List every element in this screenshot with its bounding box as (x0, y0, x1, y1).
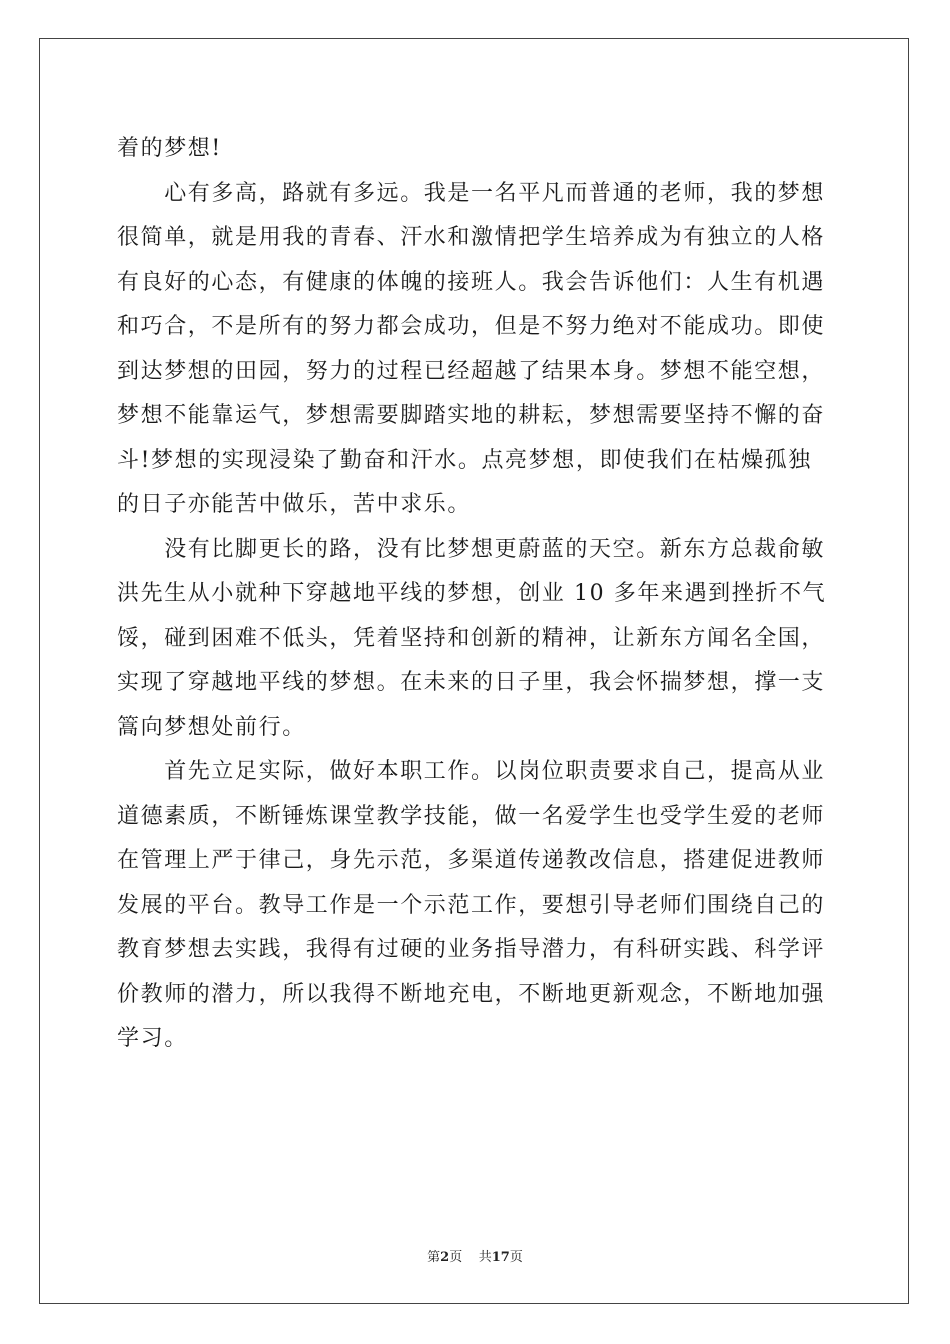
text-line: 没有比脚更长的路，没有比梦想更蔚蓝的天空。新东方总裁俞敏 (117, 536, 826, 562)
text-line: 实现了穿越地平线的梦想。在未来的日子里，我会怀揣梦想，撑一支 (117, 670, 826, 695)
text-line: 价教师的潜力，所以我得不断地充电，不断地更新观念，不断地加强 (117, 981, 826, 1007)
text-line: 发展的平台。教导工作是一个示范工作，要想引导老师们围绕自己的 (117, 892, 826, 918)
text-line: 着的梦想! (117, 136, 222, 161)
text-line: 教育梦想去实践，我得有过硬的业务指导潜力，有科研实践、科学评 (117, 937, 826, 962)
text-line: 斗!梦想的实现浸染了勤奋和汗水。点亮梦想，即使我们在枯燥孤独 (117, 447, 812, 473)
page-footer (0, 1246, 950, 1265)
text-line: 在管理上严于律己，身先示范，多渠道传递教改信息，搭建促进教师 (117, 848, 826, 873)
text-line: 的日子亦能苦中做乐，苦中求乐。 (117, 492, 472, 517)
text-line: 心有多高，路就有多远。我是一名平凡而普通的老师，我的梦想 (117, 180, 826, 206)
total-pages: 17 (491, 1250, 510, 1265)
text-line: 和巧合，不是所有的努力都会成功，但是不努力绝对不能成功。即使 (117, 314, 826, 339)
page-prefix: 第 (427, 1250, 441, 1265)
text-line: 到达梦想的田园，努力的过程已经超越了结果本身。梦想不能空想， (117, 358, 826, 384)
text-line: 洪先生从小就种下穿越地平线的梦想，创业 10 多年来遇到挫折不气 (117, 581, 827, 606)
text-line: 馁，碰到困难不低头，凭着坚持和创新的精神，让新东方闻名全国， (117, 625, 826, 651)
text-line: 篙向梦想处前行。 (117, 714, 306, 740)
total-suffix: 页 (509, 1250, 523, 1265)
page-number: 2 (440, 1250, 450, 1265)
text-line: 学习。 (117, 1026, 188, 1051)
text-line: 梦想不能靠运气，梦想需要脚踏实地的耕耘，梦想需要坚持不懈的奋 (117, 403, 826, 428)
text-line: 有良好的心态，有健康的体魄的接班人。我会告诉他们：人生有机遇 (117, 269, 826, 295)
document-body (117, 127, 833, 1062)
text-line: 道德素质，不断锤炼课堂教学技能，做一名爱学生也受学生爱的老师 (117, 803, 826, 829)
page-suffix: 页 (449, 1250, 463, 1265)
text-line: 首先立足实际，做好本职工作。以岗位职责要求自己，提高从业 (117, 759, 826, 784)
total-prefix: 共 (478, 1250, 492, 1265)
text-line: 很简单，就是用我的青春、汗水和激情把学生培养成为有独立的人格 (117, 225, 826, 250)
